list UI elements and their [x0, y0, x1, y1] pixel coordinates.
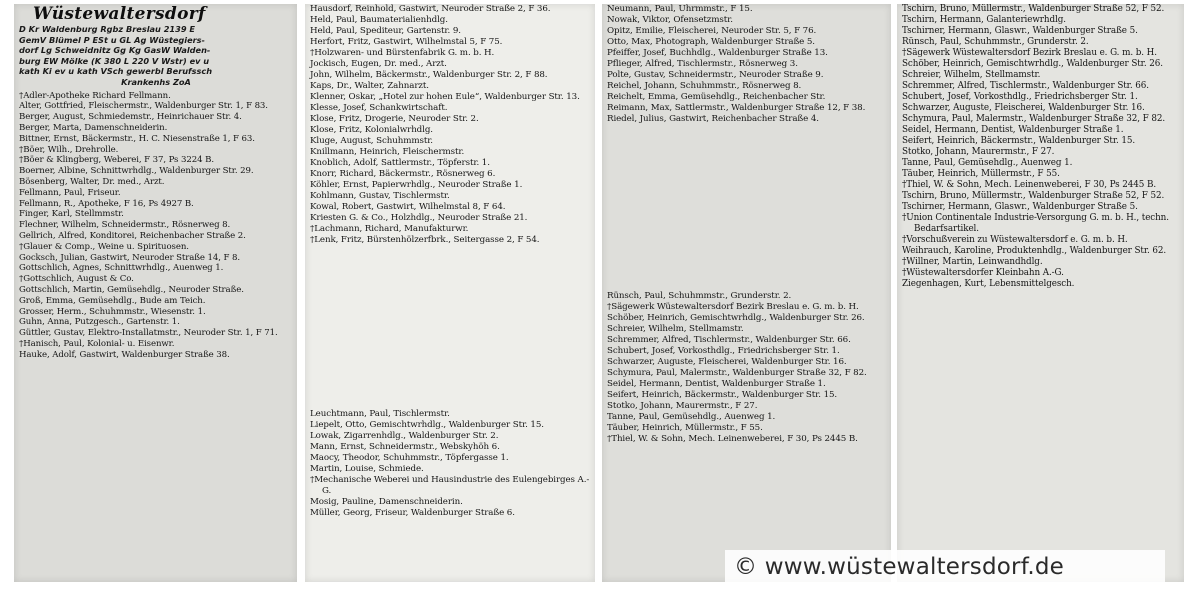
intro-line: dorf Lg Schweidnitz Gg Kg GasW Walden-	[19, 45, 211, 56]
copyright-watermark: © www.wüstewaltersdorf.de	[734, 554, 1064, 580]
directory-entry: Mosig, Pauline, Damenschneiderin.	[310, 497, 463, 507]
directory-entry: Knoblich, Adolf, Sattlermstr., Töpferstr. 1.	[310, 158, 490, 168]
directory-entry: Gottschlich, Martin, Gemüsehdlg., Neuroder Straße.	[19, 284, 244, 295]
directory-entry: †Lenk, Fritz, Bürstenhölzerfbrk., Seitergasse 2, F 54.	[310, 235, 540, 245]
directory-entry: Schymura, Paul, Malermstr., Waldenburger Straße 32, F 82.	[902, 114, 1166, 124]
directory-entry: Boerner, Albine, Schnittwrhdlg., Waldenburger Str. 29.	[19, 166, 254, 177]
directory-entry: Polte, Gustav, Schneidermstr., Neuroder Straße 9.	[607, 70, 824, 80]
intro-line: Krankenhs ZoA	[121, 76, 191, 87]
directory-entry: Held, Paul, Baumaterialienhdlg.	[310, 15, 448, 25]
directory-entry: Opitz, Emilie, Fleischerei, Neuroder Str. 5, F 76.	[607, 26, 817, 36]
directory-entry: †Glauer & Comp., Weine u. Spirituosen.	[19, 241, 189, 252]
column-2-top-block	[310, 4, 591, 246]
directory-entry: Kaps, Dr., Walter, Zahnarzt.	[310, 81, 429, 91]
directory-entry: Tschirn, Hermann, Galanteriewrhdlg.	[902, 15, 1066, 25]
directory-entry: Flechner, Wilhelm, Schneidermstr., Rösnerweg 8.	[19, 220, 231, 231]
directory-entry: Ziegenhagen, Kurt, Lebensmittelgesch.	[902, 279, 1075, 289]
directory-entry: Täuber, Heinrich, Müllermstr., F 55.	[607, 423, 763, 433]
directory-entry: Kriesten G. & Co., Holzhdlg., Neuroder Straße 21.	[310, 213, 528, 223]
directory-entry: Schwarzer, Auguste, Fleischerei, Waldenburger Str. 16.	[902, 103, 1145, 113]
directory-entry: Seidel, Hermann, Dentist, Waldenburger Straße 1.	[607, 379, 826, 389]
directory-entry: Finger, Karl, Stellmmstr.	[19, 209, 124, 220]
directory-entry: †Willner, Martin, Leinwandhdlg.	[902, 257, 1043, 267]
directory-entry: Jockisch, Eugen, Dr. med., Arzt.	[310, 59, 447, 69]
town-intro	[19, 24, 293, 88]
directory-entry: Bittner, Ernst, Bäckermstr., H. C. Niesenstraße 1, F 63.	[19, 133, 255, 144]
directory-entry: Martin, Louise, Schmiede.	[310, 464, 424, 474]
directory-entry: Schymura, Paul, Malermstr., Waldenburger Straße 32, F 82.	[607, 368, 867, 378]
directory-entry: Held, Paul, Spediteur, Gartenstr. 9.	[310, 26, 461, 36]
directory-entry: Rünsch, Paul, Schuhmmstr., Grunderstr. 2.	[902, 37, 1089, 47]
entry-list	[19, 91, 293, 361]
directory-entry: Schreier, Wilhelm, Stellmamstr.	[902, 70, 1041, 80]
directory-entry: John, Wilhelm, Bäckermstr., Waldenburger Str. 2, F 88.	[310, 70, 548, 80]
directory-entry: Schubert, Josef, Vorkosthdlg., Friedrichsberger Str. 1.	[607, 346, 840, 356]
directory-entry: †Hanisch, Paul, Kolonial- u. Eisenwr.	[19, 338, 175, 349]
directory-entry: Otto, Max, Photograph, Waldenburger Straße 5.	[607, 37, 815, 47]
directory-entry: Maocy, Theodor, Schuhmmstr., Töpfergasse 1.	[310, 453, 509, 463]
directory-entry: Schöber, Heinrich, Gemischtwrhdlg., Waldenburger Str. 26.	[607, 313, 865, 323]
directory-entry: Schreier, Wilhelm, Stellmamstr.	[607, 324, 744, 334]
directory-entry: Täuber, Heinrich, Müllermstr., F 55.	[902, 169, 1060, 179]
directory-entry: Guhn, Anna, Putzgesch., Gartenstr. 1.	[19, 317, 180, 328]
directory-entry: Müller, Georg, Friseur, Waldenburger Straße 6.	[310, 508, 515, 518]
intro-line: burg EW Mölke (K 380 L 220 V Wstr) ev u	[19, 55, 210, 66]
directory-entry: Weihrauch, Karoline, Produktenhdlg., Waldenburger Str. 62.	[902, 246, 1167, 256]
directory-entry: Güttler, Gustav, Elektro-Installatmstr., Neuroder Str. 1, F 71.	[19, 328, 278, 339]
directory-entry: Tanne, Paul, Gemüsehdlg., Auenweg 1.	[607, 412, 776, 422]
column-1-content	[19, 4, 293, 360]
directory-entry: Lowak, Zigarrenhdlg., Waldenburger Str. 2.	[310, 431, 499, 441]
directory-entry: Mann, Ernst, Schneidermstr., Webskyhöh 6.	[310, 442, 500, 452]
directory-column-1	[14, 4, 297, 582]
directory-entry: Klose, Fritz, Kolonialwrhdlg.	[310, 125, 433, 135]
directory-entry: Klesse, Josef, Schankwirtschaft.	[310, 103, 448, 113]
directory-entry: Berger, Marta, Damenschneiderin.	[19, 122, 168, 133]
column-4-content	[902, 4, 1180, 290]
directory-entry: Reichel, Johann, Schuhmmstr., Rösnerweg 8.	[607, 81, 802, 91]
directory-entry: Kowal, Robert, Gastwirt, Wilhelmstal 8, F 64.	[310, 202, 506, 212]
directory-entry: †Gottschlich, August & Co.	[19, 274, 134, 285]
column-3-bottom-block	[607, 291, 887, 445]
directory-entry: Kluge, August, Schuhmmstr.	[310, 136, 433, 146]
directory-entry: Knorr, Richard, Bäckermstr., Rösnerweg 6.	[310, 169, 496, 179]
directory-entry: Gellrich, Alfred, Konditorei, Reichenbacher Straße 2.	[19, 230, 246, 241]
directory-entry: Klose, Fritz, Drogerie, Neuroder Str. 2.	[310, 114, 479, 124]
directory-column-2	[305, 4, 595, 582]
directory-entry: Schwarzer, Auguste, Fleischerei, Waldenburger Str. 16.	[607, 357, 847, 367]
directory-entry: Stotko, Johann, Maurermstr., F 27.	[607, 401, 758, 411]
directory-entry: Tschirner, Hermann, Glaswr., Waldenburger Straße 5.	[902, 202, 1138, 212]
directory-entry: †Vorschußverein zu Wüstewaltersdorf e. G. m. b. H.	[902, 235, 1128, 245]
directory-entry: †Lachmann, Richard, Manufakturwr.	[310, 224, 469, 234]
directory-entry: †Holzwaren- und Bürstenfabrik G. m. b. H.	[310, 48, 495, 58]
directory-entry: Seidel, Hermann, Dentist, Waldenburger Straße 1.	[902, 125, 1124, 135]
directory-entry: Tschirner, Hermann, Glaswr., Waldenburger Straße 5.	[902, 26, 1138, 36]
directory-entry: †Wüstewaltersdorfer Kleinbahn A.-G.	[902, 268, 1064, 278]
directory-entry: †Union Continentale Industrie-Versorgung G. m. b. H., techn. Bedarfsartikel.	[902, 213, 1169, 234]
directory-entry: Schremmer, Alfred, Tischlermstr., Waldenburger Str. 66.	[902, 81, 1149, 91]
directory-entry: Klenner, Oskar, „Hotel zur hohen Eule“, Waldenburger Str. 13.	[310, 92, 580, 102]
directory-entry: †Sägewerk Wüstewaltersdorf Bezirk Breslau e. G. m. b. H.	[902, 48, 1157, 58]
column-3-top-block	[607, 4, 887, 125]
intro-line: D Kr Waldenburg Rgbz Breslau 2139 E	[19, 24, 195, 34]
directory-entry: †Thiel, W. & Sohn, Mech. Leinenweberei, F 30, Ps 2445 B.	[607, 434, 858, 444]
directory-entry: Schremmer, Alfred, Tischlermstr., Waldenburger Str. 66.	[607, 335, 851, 345]
directory-entry: Reichelt, Emma, Gemüsehdlg., Reichenbacher Str.	[607, 92, 826, 102]
intro-line: kath Ki ev u kath VSch gewerbl Berufssch	[19, 66, 213, 77]
directory-entry: Gottschlich, Agnes, Schnittwrhdlg., Auenweg 1.	[19, 263, 224, 274]
directory-entry: Liepelt, Otto, Gemischtwrhdlg., Waldenburger Str. 15.	[310, 420, 544, 430]
directory-entry: †Sägewerk Wüstewaltersdorf Bezirk Breslau e. G. m. b. H.	[607, 302, 859, 312]
directory-entry: †Thiel, W. & Sohn, Mech. Leinenweberei, F 30, Ps 2445 B.	[902, 180, 1157, 190]
column-2-bottom-block	[310, 409, 591, 519]
directory-entry: Knillmann, Heinrich, Fleischermstr.	[310, 147, 465, 157]
directory-entry: Kohlmann, Gustav, Tischlermstr.	[310, 191, 450, 201]
directory-entry: Gocksch, Julian, Gastwirt, Neuroder Straße 14, F 8.	[19, 252, 241, 263]
directory-entry: Tanne, Paul, Gemüsehdlg., Auenweg 1.	[902, 158, 1073, 168]
directory-column-4	[897, 4, 1184, 582]
directory-entry: Neumann, Paul, Uhrmmstr., F 15.	[607, 4, 753, 14]
directory-entry: Reimann, Max, Sattlermstr., Waldenburger Straße 12, F 38.	[607, 103, 866, 113]
directory-entry: Seifert, Heinrich, Bäckermstr., Waldenburger Str. 15.	[607, 390, 838, 400]
directory-entry: Hauke, Adolf, Gastwirt, Waldenburger Straße 38.	[19, 349, 230, 360]
directory-entry: Schubert, Josef, Vorkosthdlg., Friedrichsberger Str. 1.	[902, 92, 1138, 102]
directory-entry: Tschirn, Bruno, Müllermstr., Waldenburger Straße 52, F 52.	[902, 4, 1165, 14]
directory-entry: †Adler-Apotheke Richard Fellmann.	[19, 90, 171, 101]
directory-entry: Riedel, Julius, Gastwirt, Reichenbacher Straße 4.	[607, 114, 819, 124]
directory-entry: Leuchtmann, Paul, Tischlermstr.	[310, 409, 450, 419]
directory-entry: Stotko, Johann, Maurermstr., F 27.	[902, 147, 1055, 157]
directory-entry: Grosser, Herm., Schuhmmstr., Wiesenstr. 1.	[19, 306, 206, 317]
directory-entry: Fellmann, R., Apotheke, F 16, Ps 4927 B.	[19, 198, 194, 209]
directory-column-3	[602, 4, 891, 582]
intro-line: GemV Blümel P ESt u GL Ag Wüstegiers-	[19, 34, 205, 45]
directory-entry: Pflieger, Alfred, Tischlermstr., Rösnerweg 3.	[607, 59, 798, 69]
directory-entry: †Mechanische Weberei und Hausindustrie des Eulengebirges A.-G.	[310, 475, 590, 496]
directory-entry: †Böer & Klingberg, Weberei, F 37, Ps 3224 B.	[19, 155, 214, 166]
directory-entry: Rünsch, Paul, Schuhmmstr., Grunderstr. 2.	[607, 291, 792, 301]
directory-entry: Herfort, Fritz, Gastwirt, Wilhelmstal 5, F 75.	[310, 37, 503, 47]
directory-entry: Berger, August, Schmiedemstr., Heinrichauer Str. 4.	[19, 112, 242, 123]
directory-entry: Seifert, Heinrich, Bäckermstr., Waldenburger Str. 15.	[902, 136, 1136, 146]
directory-entry: Köhler, Ernst, Papierwrhdlg., Neuroder Straße 1.	[310, 180, 523, 190]
directory-entry: Bösenberg, Walter, Dr. med., Arzt.	[19, 176, 165, 187]
directory-entry: Alter, Gottfried, Fleischermstr., Waldenburger Str. 1, F 83.	[19, 101, 268, 112]
directory-entry: Nowak, Viktor, Ofensetzmstr.	[607, 15, 733, 25]
directory-entry: †Böer, Wilh., Drehrolle.	[19, 144, 119, 155]
directory-entry: Schöber, Heinrich, Gemischtwrhdlg., Waldenburger Str. 26.	[902, 59, 1163, 69]
directory-entry: Hausdorf, Reinhold, Gastwirt, Neuroder Straße 2, F 36.	[310, 4, 551, 14]
town-title: Wüstewaltersdorf	[33, 4, 206, 24]
directory-entry: Groß, Emma, Gemüsehdlg., Bude am Teich.	[19, 295, 206, 306]
directory-entry: Tschirn, Bruno, Müllermstr., Waldenburger Straße 52, F 52.	[902, 191, 1165, 201]
directory-entry: Fellmann, Paul, Friseur.	[19, 187, 121, 198]
directory-entry: Pfeiffer, Josef, Buchhdlg., Waldenburger Straße 13.	[607, 48, 828, 58]
